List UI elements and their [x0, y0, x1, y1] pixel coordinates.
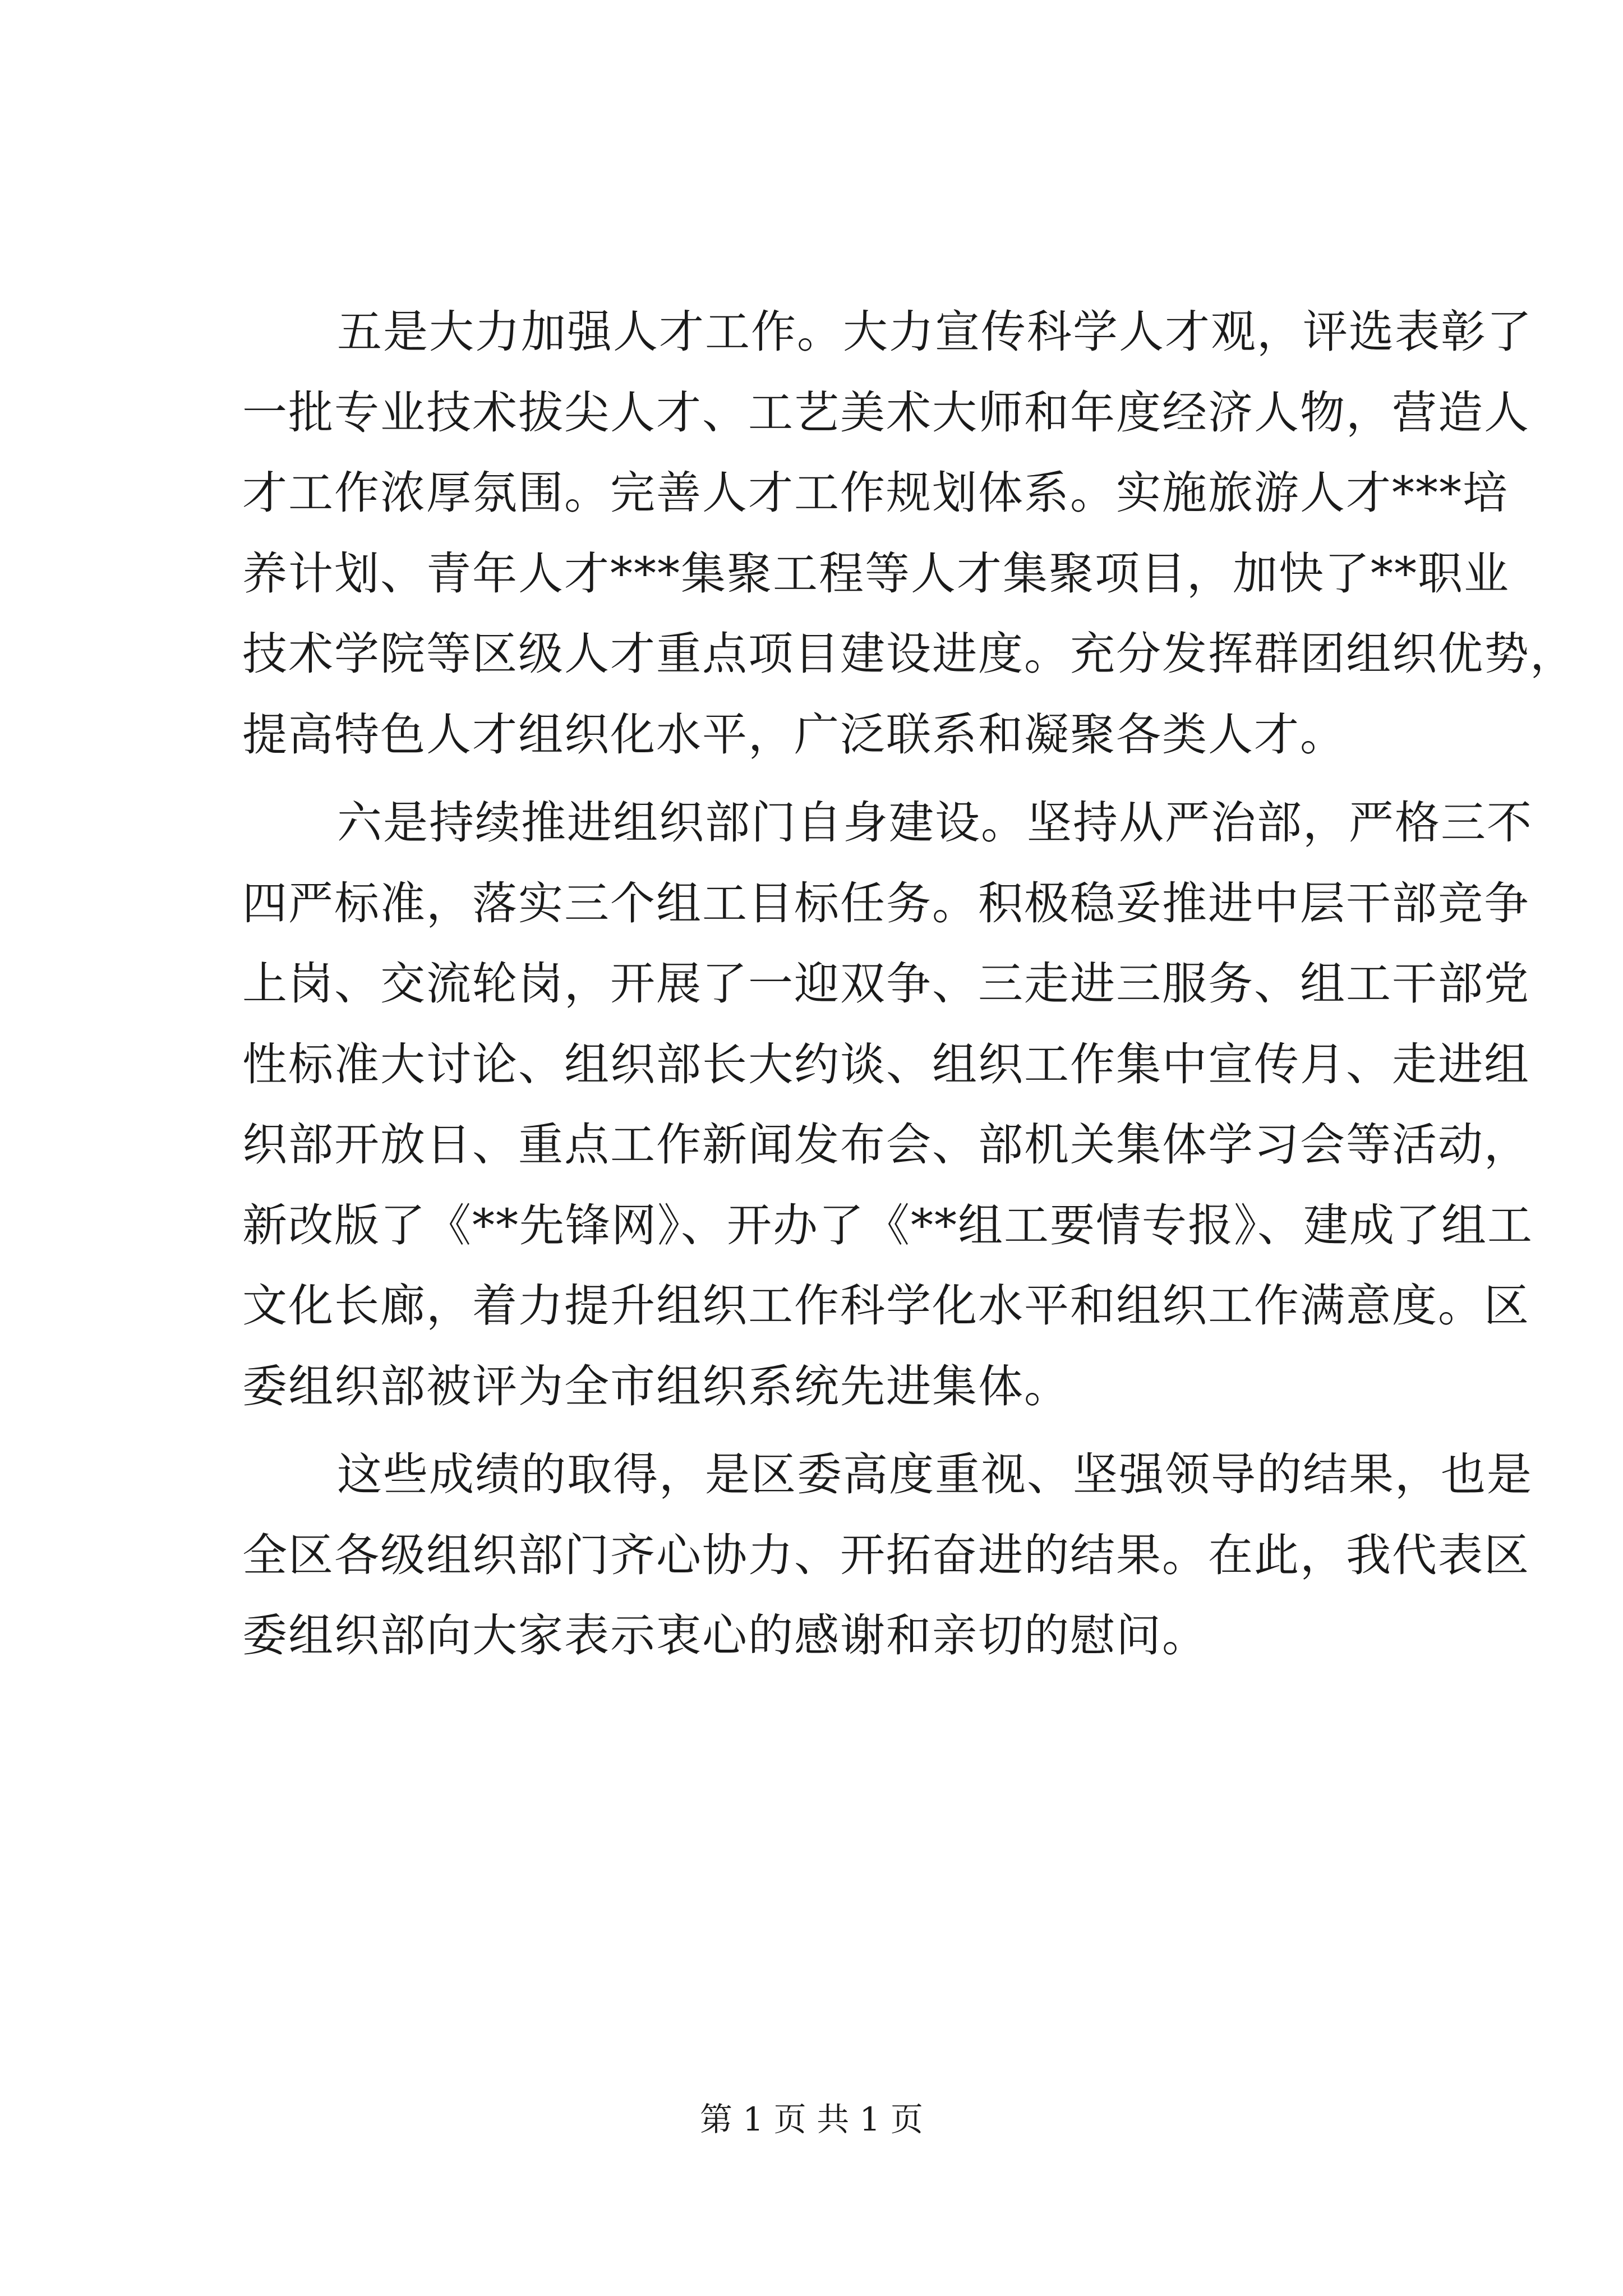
- paragraph-line: 委组织部向大家表示衷心的感谢和亲切的慰问。: [242, 1609, 1208, 1662]
- paragraph-line: 委组织部被评为全市组织系统先进集体。: [242, 1360, 1070, 1412]
- paragraph-line: 六是持续推进组织部门自身建设。坚持从严治部，严格三不: [337, 797, 1533, 849]
- page-number-footer: 第 1 页 共 1 页: [700, 2100, 923, 2138]
- paragraph-line: 五是大力加强人才工作。大力宣传科学人才观，评选表彰了: [337, 306, 1533, 358]
- paragraph-line: 织部开放日、重点工作新闻发布会、部机关集体学习会等活动，: [242, 1119, 1530, 1171]
- paragraph-line: 技术学院等区级人才重点项目建设进度。充分发挥群团组织优势，: [242, 628, 1576, 680]
- paragraph-line: 上岗、交流轮岗，开展了一迎双争、三走进三服务、组工干部党: [242, 958, 1530, 1010]
- paragraph-line: 文化长廊，着力提升组织工作科学化水平和组织工作满意度。区: [242, 1280, 1530, 1332]
- paragraph-line: 提高特色人才组织化水平，广泛联系和凝聚各类人才。: [242, 708, 1346, 761]
- paragraph-line: 这些成绩的取得，是区委高度重视、坚强领导的结果，也是: [337, 1448, 1533, 1501]
- paragraph-line: 养计划、青年人才***集聚工程等人才集聚项目，加快了**职业: [242, 547, 1510, 600]
- paragraph-line: 性标准大讨论、组织部长大约谈、组织工作集中宣传月、走进组: [242, 1038, 1530, 1091]
- document-body: [242, 292, 1576, 1676]
- paragraph-line: 全区各级组织部门齐心协力、开拓奋进的结果。在此，我代表区: [242, 1529, 1530, 1581]
- paragraph-line: 新改版了《**先锋网》、开办了《**组工要情专报》、建成了组工: [242, 1199, 1533, 1251]
- paragraph-line: 才工作浓厚氛围。完善人才工作规划体系。实施旅游人才***培: [242, 467, 1509, 519]
- paragraph-line: 四严标准，落实三个组工目标任务。积极稳妥推进中层干部竞争: [242, 877, 1530, 930]
- paragraph-line: 一批专业技术拔尖人才、工艺美术大师和年度经济人物，营造人: [242, 386, 1530, 439]
